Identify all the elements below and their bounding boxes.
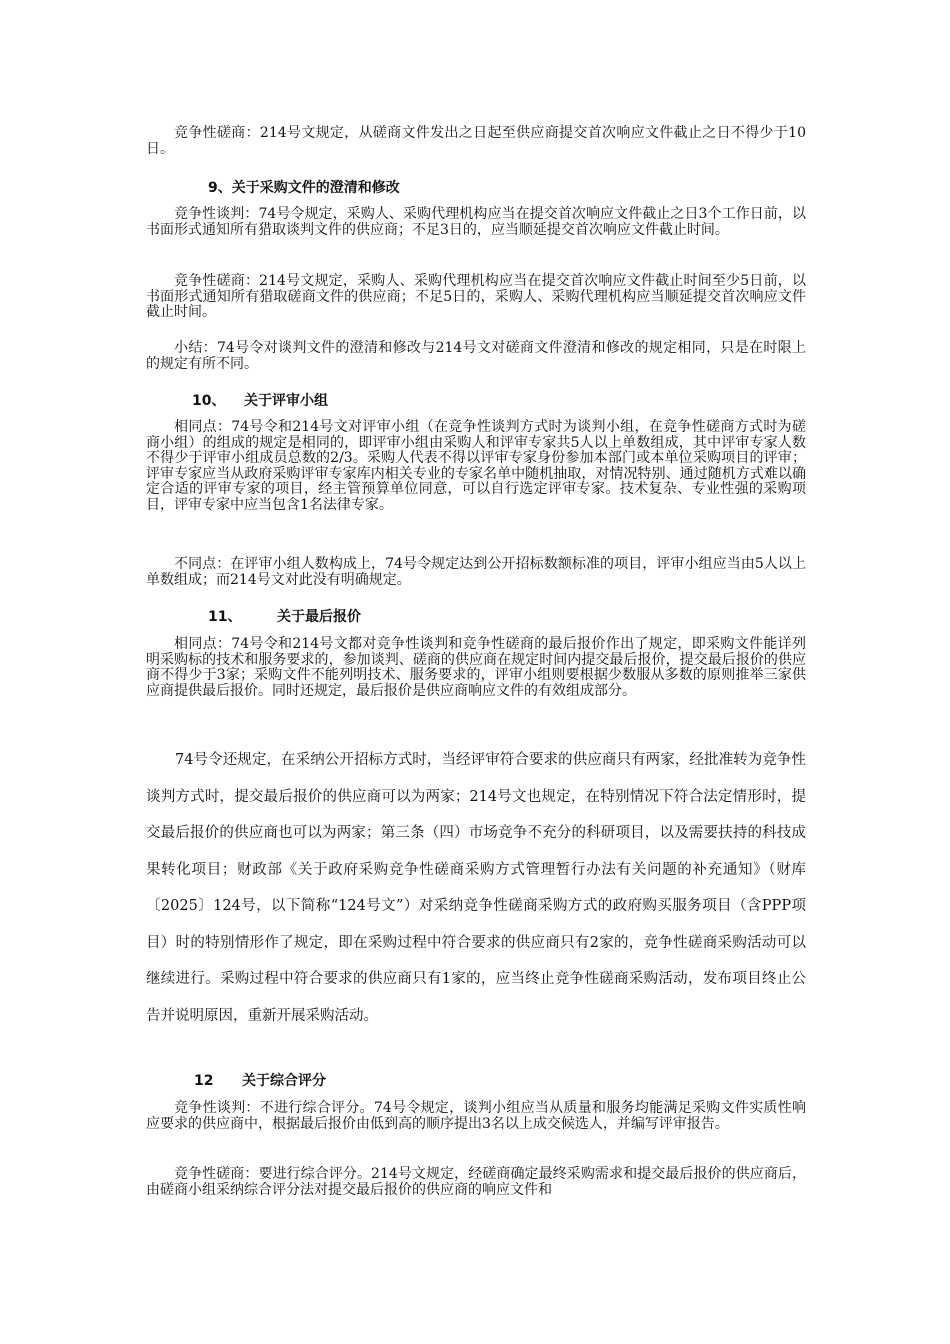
- heading-text: 关于综合评分: [242, 1073, 326, 1089]
- heading-number: 12: [194, 1073, 214, 1089]
- paragraph: 74号令还规定，在采纳公开招标方式时，当经评审符合要求的供应商只有两家，经批准转为竞争性谈判方式时，提交最后报价的供应商可以为两家；214号文也规定，在特别情况下符合法定情形时，提交最后报价的供应商也可以为两家；第三条（四）市场竞争不充分的科研项目，以及需要扶持的科技成果转化项目；财政部《关于政府采购竞争性磋商采购方式管理暂行办法有关问题的补充通知》（财库〔2025〕124号，以下简称“124号文”）对采纳竞争性磋商采购方式的政府购买服务项目（含PPP项目）时的特别情形作了规定，即在采购过程中符合要求的供应商只有2家的，竞争性磋商采购活动可以继续进行。采购过程中符合要求的供应商只有1家的，应当终止竞争性磋商采购活动，发布项目终止公告并说明原因，重新开展采购活动。: [146, 752, 806, 1024]
- heading-number: 9、: [208, 180, 232, 196]
- heading-number: 10、: [192, 393, 226, 409]
- heading-text: 关于采购文件的澄清和修改: [231, 180, 400, 196]
- heading-number: 11、: [208, 609, 242, 625]
- paragraph: 小结：74号令对谈判文件的澄清和修改与214号文对磋商文件澄清和修改的规定相同，只是在时限上的规定有所不同。: [146, 340, 806, 372]
- paragraph: 相同点：74号令和214号文都对竞争性谈判和竞争性磋商的最后报价作出了规定，即采购文件能详列明采购标的技术和服务要求的，参加谈判、磋商的供应商在规定时间内提交最后报价，提交最后报价的供应商不得少于3家；采购文件不能列明技术、服务要求的，评审小组则要根据少数服从多数的原则推举三家供应商提供最后报价。同时还规定，最后报价是供应商响应文件的有效组成部分。: [146, 636, 806, 699]
- heading-text: 关于最后报价: [277, 609, 361, 625]
- paragraph: 竞争性磋商：要进行综合评分。214号文规定，经磋商确定最终采购需求和提交最后报价的供应商后，由磋商小组采纳综合评分法对提交最后报价的供应商的响应文件和: [146, 1166, 806, 1198]
- paragraph: 竞争性磋商：214号文规定，采购人、采购代理机构应当在提交首次响应文件截止时间至少5日前，以书面形式通知所有猎取磋商文件的供应商；不足5日的，采购人、采购代理机构应当顺延提交首次响应文件截止时间。: [146, 273, 806, 320]
- paragraph: 相同点：74号令和214号文对评审小组（在竞争性谈判方式时为谈判小组，在竞争性磋商方式时为磋商小组）的组成的规定是相同的，即评审小组由采购人和评审专家共5人以上单数组成，其中评审专家人数不得少于评审小组成员总数的2/3。采购人代表不得以评审专家身份参加本部门或本单位采购项目的评审；评审专家应当从政府采购评审专家库内相关专业的专家名单中随机抽取，对情况特别、通过随机方式难以确定合适的评审专家的项目，经主管预算单位同意，可以自行选定评审专家。技术复杂、专业性强的采购项目，评审专家中应当包含1名法律专家。: [146, 419, 806, 513]
- section-heading-12: [194, 1070, 326, 1090]
- section-heading-10: [192, 390, 328, 410]
- paragraph: 不同点：在评审小组人数构成上，74号令规定达到公开招标数额标准的项目，评审小组应当由5人以上单数组成；而214号文对此没有明确规定。: [146, 556, 806, 588]
- paragraph: 竞争性谈判：74号令规定，采购人、采购代理机构应当在提交首次响应文件截止之日3个工作日前，以书面形式通知所有猎取谈判文件的供应商；不足3日的，应当顺延提交首次响应文件截止时间。: [146, 206, 806, 238]
- heading-text: 关于评审小组: [244, 393, 328, 409]
- paragraph: 竞争性谈判：不进行综合评分。74号令规定，谈判小组应当从质量和服务均能满足采购文件实质性响应要求的供应商中，根据最后报价由低到高的顺序提出3名以上成交候选人，并编写评审报告。: [146, 1100, 806, 1132]
- section-heading-11: [208, 606, 361, 626]
- section-heading-9: [208, 177, 400, 197]
- paragraph: 竞争性磋商：214号文规定，从磋商文件发出之日起至供应商提交首次响应文件截止之日不得少于10日。: [146, 125, 806, 157]
